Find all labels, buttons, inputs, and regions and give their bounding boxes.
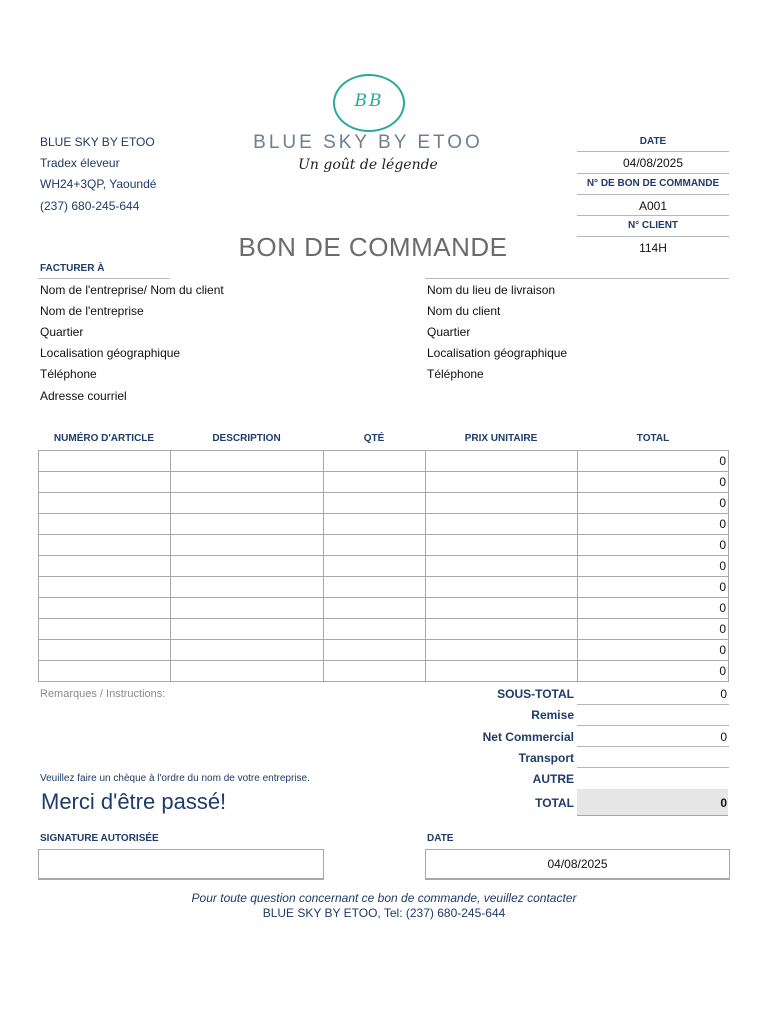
description-cell[interactable] (171, 451, 324, 472)
divider (425, 278, 729, 279)
unit-price-cell[interactable] (426, 451, 578, 472)
quantity-cell[interactable] (324, 451, 426, 472)
description-cell[interactable] (171, 619, 324, 640)
description-cell[interactable] (171, 535, 324, 556)
client-number-label: N° CLIENT (627, 220, 679, 231)
table-row (39, 493, 729, 514)
bill-to-line[interactable]: Quartier (40, 325, 84, 339)
description-cell[interactable] (171, 598, 324, 619)
column-header-total: TOTAL (636, 433, 670, 444)
table-row (39, 535, 729, 556)
unit-price-cell[interactable] (426, 619, 578, 640)
description-cell[interactable] (171, 577, 324, 598)
column-header-item-number: NUMÉRO D'ARTICLE (53, 433, 155, 444)
quantity-cell[interactable] (324, 514, 426, 535)
item-number-cell[interactable] (39, 535, 171, 556)
remarks-label[interactable]: Remarques / Instructions: (40, 688, 166, 700)
other-label: AUTRE (532, 772, 574, 786)
bill-to-heading: FACTURER À (40, 263, 105, 274)
divider (577, 767, 729, 768)
divider (577, 236, 729, 237)
line-total-cell: 0 (578, 493, 729, 514)
signature-label: SIGNATURE AUTORISÉE (40, 833, 159, 844)
bill-to-line[interactable]: Téléphone (40, 367, 97, 381)
date-value[interactable]: 04/08/2025 (622, 156, 684, 170)
description-cell[interactable] (171, 556, 324, 577)
item-number-cell[interactable] (39, 514, 171, 535)
logo-name: BLUE SKY BY ETOO (253, 132, 483, 153)
page-title: BON DE COMMANDE (238, 232, 508, 262)
item-number-cell[interactable] (39, 577, 171, 598)
subtotal-value: 0 (720, 687, 727, 701)
divider (577, 746, 729, 747)
divider (38, 278, 170, 279)
unit-price-cell[interactable] (426, 640, 578, 661)
unit-price-cell[interactable] (426, 598, 578, 619)
column-header-quantity: QTÉ (363, 433, 385, 444)
quantity-cell[interactable] (324, 472, 426, 493)
line-total-cell: 0 (578, 451, 729, 472)
transport-label: Transport (518, 751, 574, 765)
line-total-cell: 0 (578, 577, 729, 598)
description-cell[interactable] (171, 493, 324, 514)
unit-price-cell[interactable] (426, 556, 578, 577)
item-number-cell[interactable] (39, 556, 171, 577)
quantity-cell[interactable] (324, 556, 426, 577)
bill-to-line[interactable]: Nom de l'entreprise (40, 304, 144, 318)
line-total-cell: 0 (578, 556, 729, 577)
total-label: TOTAL (535, 796, 574, 810)
quantity-cell[interactable] (324, 640, 426, 661)
logo-tagline: Un goût de légende (298, 157, 438, 173)
company-name: BLUE SKY BY ETOO (40, 135, 155, 149)
item-number-cell[interactable] (39, 493, 171, 514)
column-header-unit-price: PRIX UNITAIRE (464, 433, 538, 444)
logo-emblem (333, 74, 405, 132)
divider (577, 173, 729, 174)
line-total-cell: 0 (578, 535, 729, 556)
item-number-cell[interactable] (39, 619, 171, 640)
item-number-cell[interactable] (39, 451, 171, 472)
logo-monogram: BB (354, 91, 384, 111)
column-header-description: DESCRIPTION (212, 433, 281, 444)
ship-to-line[interactable]: Localisation géographique (427, 346, 568, 360)
company-phone: (237) 680-245-644 (40, 199, 140, 213)
quantity-cell[interactable] (324, 619, 426, 640)
signature-date-field[interactable] (425, 849, 730, 880)
net-commercial-value: 0 (720, 730, 727, 744)
thank-you-message: Merci d'être passé! (41, 789, 227, 814)
net-commercial-label: Net Commercial (482, 730, 574, 744)
line-total-cell: 0 (578, 661, 729, 682)
line-total-cell: 0 (578, 619, 729, 640)
table-row (39, 640, 729, 661)
unit-price-cell[interactable] (426, 514, 578, 535)
discount-label: Remise (531, 708, 574, 722)
signature-date-value: 04/08/2025 (547, 857, 608, 871)
date-label: DATE (639, 136, 667, 147)
table-row (39, 451, 729, 472)
description-cell[interactable] (171, 661, 324, 682)
line-total-cell: 0 (578, 514, 729, 535)
ship-to-line[interactable]: Quartier (427, 325, 471, 339)
bill-to-line[interactable]: Localisation géographique (40, 346, 181, 360)
table-row (39, 661, 729, 682)
po-number-label: N° DE BON DE COMMANDE (586, 178, 720, 189)
ship-to-line[interactable]: Téléphone (427, 367, 484, 381)
table-row (39, 514, 729, 535)
line-total-cell: 0 (578, 472, 729, 493)
unit-price-cell[interactable] (426, 493, 578, 514)
client-number-value[interactable]: 114H (639, 241, 667, 255)
description-cell[interactable] (171, 640, 324, 661)
item-number-cell[interactable] (39, 598, 171, 619)
unit-price-cell[interactable] (426, 661, 578, 682)
signature-date-label: DATE (427, 833, 454, 844)
line-total-cell: 0 (578, 640, 729, 661)
table-row (39, 556, 729, 577)
bill-to-line[interactable]: Adresse courriel (40, 389, 127, 403)
ship-to-line[interactable]: Nom du client (427, 304, 501, 318)
table-row (39, 472, 729, 493)
company-line2: Tradex éleveur (40, 156, 120, 170)
description-cell[interactable] (171, 514, 324, 535)
footer-contact-details: BLUE SKY BY ETOO, Tel: (237) 680-245-644 (262, 906, 506, 920)
divider (577, 151, 729, 152)
quantity-cell[interactable] (324, 493, 426, 514)
quantity-cell[interactable] (324, 598, 426, 619)
total-value: 0 (720, 796, 727, 810)
item-number-cell[interactable] (39, 661, 171, 682)
unit-price-cell[interactable] (426, 535, 578, 556)
unit-price-cell[interactable] (426, 472, 578, 493)
items-table (38, 450, 729, 682)
divider (577, 215, 729, 216)
table-row (39, 598, 729, 619)
footer-contact-note: Pour toute question concernant ce bon de commande, veuillez contacter (191, 891, 577, 905)
description-cell[interactable] (171, 472, 324, 493)
divider (577, 194, 729, 195)
po-number-value[interactable]: A001 (638, 199, 668, 213)
line-total-cell: 0 (578, 598, 729, 619)
unit-price-cell[interactable] (426, 577, 578, 598)
bill-to-line[interactable]: Nom de l'entreprise/ Nom du client (40, 283, 224, 297)
table-row (39, 619, 729, 640)
divider (577, 704, 729, 705)
ship-to-line[interactable]: Nom du lieu de livraison (427, 283, 556, 297)
quantity-cell[interactable] (324, 661, 426, 682)
quantity-cell[interactable] (324, 577, 426, 598)
cheque-note: Veuillez faire un chèque à l'ordre du nom de votre entreprise. (40, 773, 310, 784)
item-number-cell[interactable] (39, 472, 171, 493)
quantity-cell[interactable] (324, 535, 426, 556)
item-number-cell[interactable] (39, 640, 171, 661)
divider (577, 725, 729, 726)
signature-field[interactable] (38, 849, 324, 880)
table-row (39, 577, 729, 598)
company-address: WH24+3QP, Yaoundé (40, 177, 157, 191)
subtotal-label: SOUS-TOTAL (497, 687, 574, 701)
